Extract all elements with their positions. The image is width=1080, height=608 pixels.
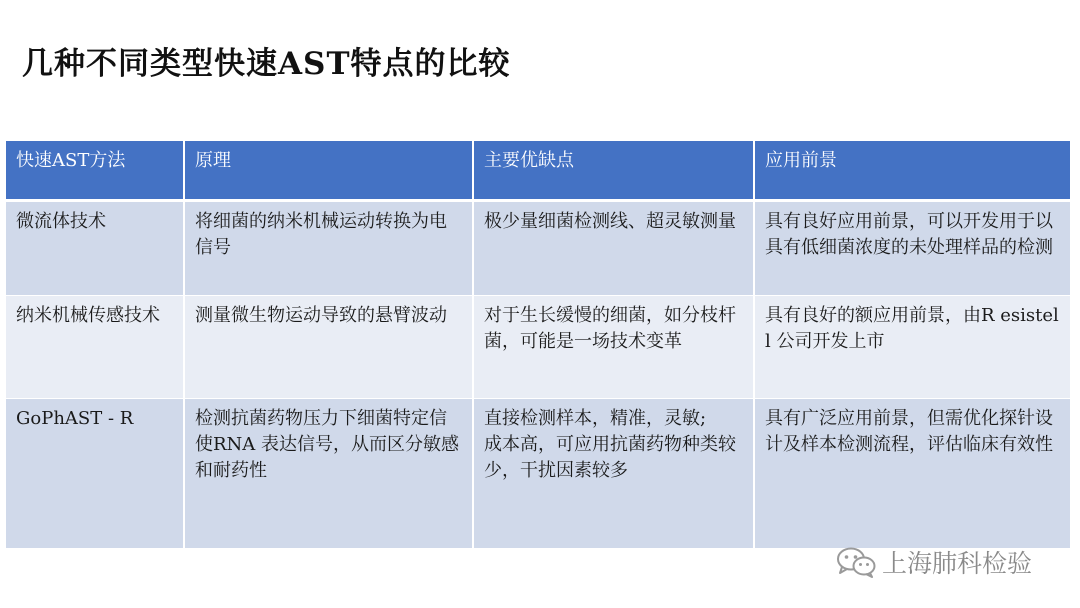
cell-pros-cons — [473, 296, 754, 399]
cell-pros-cons — [473, 399, 754, 549]
pros-cons-line: 对于生长缓慢的细菌，如分枝杆菌，可能是一场技术变革 — [484, 305, 736, 352]
header-principle: 原理 — [184, 141, 473, 201]
cell-pros-cons — [473, 201, 754, 296]
slide-title: 几种不同类型快速AST特点的比较 — [22, 46, 511, 82]
cell-method: 纳米机械传感技术 — [6, 296, 184, 399]
pros-cons-line: 直接检测样本，精准，灵敏; — [484, 408, 707, 429]
table-row — [6, 296, 1070, 399]
pros-cons-line: 极少量细菌检测线、超灵敏测量 — [484, 211, 736, 232]
wechat-icon — [836, 546, 876, 578]
cell-principle: 检测抗菌药物压力下细菌特定信使RNA 表达信号，从而区分敏感和耐药性 — [184, 399, 473, 549]
header-pros-cons: 主要优缺点 — [473, 141, 754, 201]
pros-cons-line: 成本高，可应用抗菌药物种类较少，干扰因素较多 — [484, 434, 736, 481]
header-prospect: 应用前景 — [754, 141, 1070, 201]
table-header-row — [6, 141, 1070, 201]
cell-method: GoPhAST - R — [6, 399, 184, 549]
cell-principle: 测量微生物运动导致的悬臂波动 — [184, 296, 473, 399]
cell-prospect: 具有良好应用前景，可以开发用于以具有低细菌浓度的未处理样品的检测 — [754, 201, 1070, 296]
table-row — [6, 399, 1070, 549]
watermark — [836, 544, 1032, 580]
cell-method: 微流体技术 — [6, 201, 184, 296]
table-row — [6, 201, 1070, 296]
header-method: 快速AST方法 — [6, 141, 184, 201]
comparison-table — [6, 141, 1070, 548]
cell-principle: 将细菌的纳米机械运动转换为电信号 — [184, 201, 473, 296]
watermark-text: 上海肺科检验 — [882, 549, 1033, 578]
cell-prospect: 具有良好的额应用前景，由R esistell 公司开发上市 — [754, 296, 1070, 399]
comparison-table-container — [6, 141, 1070, 548]
cell-prospect: 具有广泛应用前景，但需优化探针设计及样本检测流程，评估临床有效性 — [754, 399, 1070, 549]
